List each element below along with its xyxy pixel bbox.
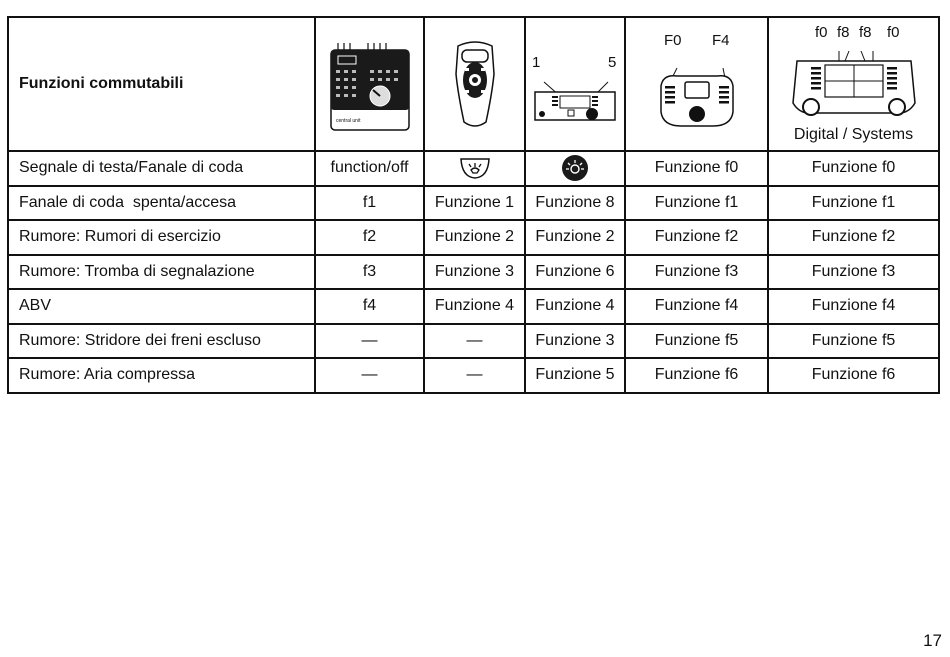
row-label: Rumore: Tromba di segnalazione <box>8 255 315 290</box>
table-cell: Funzione 2 <box>424 220 525 255</box>
table-cell: Funzione f6 <box>768 358 939 393</box>
table-cell: Funzione f5 <box>625 324 768 359</box>
mobile-station-remote-cell <box>424 17 525 151</box>
table-cell: Funzione 6 <box>525 255 625 290</box>
mobile-station-cell <box>625 17 768 151</box>
page-number: 17 <box>923 631 942 650</box>
table-cell: Funzione f3 <box>625 255 768 290</box>
row-label: Rumore: Stridore dei freni escluso <box>8 324 315 359</box>
table-cell: f4 <box>315 289 424 324</box>
table-row <box>8 186 939 221</box>
table-cell: Funzione f1 <box>768 186 939 221</box>
device-label: 5 <box>608 54 617 71</box>
device-label: f8 <box>837 24 850 41</box>
light-function-icon <box>458 155 492 181</box>
table-cell: f2 <box>315 220 424 255</box>
table-cell: Funzione f2 <box>768 220 939 255</box>
table-cell: Funzione 8 <box>525 186 625 221</box>
table-cell: — <box>315 324 424 359</box>
table-row <box>8 358 939 393</box>
table-cell: Funzione 2 <box>525 220 625 255</box>
svg-text:central unit: central unit <box>335 118 360 124</box>
central-unit-cell <box>315 17 424 151</box>
table-cell: f3 <box>315 255 424 290</box>
control-unit-icon <box>530 34 620 134</box>
table-cell: Funzione f3 <box>768 255 939 290</box>
mobile-station-remote-icon <box>450 34 500 134</box>
table-cell: function/off <box>315 151 424 186</box>
light-function-dark-icon <box>561 154 589 182</box>
central-unit-icon <box>328 34 412 134</box>
table-cell: Funzione f5 <box>768 324 939 359</box>
table-cell: — <box>315 358 424 393</box>
table-cell: Funzione 5 <box>525 358 625 393</box>
table-cell: Funzione f0 <box>768 151 939 186</box>
table-cell: Funzione f4 <box>625 289 768 324</box>
row-label: ABV <box>8 289 315 324</box>
table-cell: f1 <box>315 186 424 221</box>
table-cell <box>525 151 625 186</box>
table-row <box>8 289 939 324</box>
central-station-icon <box>789 27 919 123</box>
table-cell: Funzione f4 <box>768 289 939 324</box>
table-cell: — <box>424 358 525 393</box>
row-label: Fanale di coda spenta/accesa <box>8 186 315 221</box>
row-label: Rumore: Rumori di esercizio <box>8 220 315 255</box>
table-row <box>8 255 939 290</box>
table-row <box>8 324 939 359</box>
mobile-station-icon <box>647 34 747 134</box>
function-table <box>7 16 940 394</box>
table-cell: Funzione f6 <box>625 358 768 393</box>
table-cell: Funzione 1 <box>424 186 525 221</box>
table-cell: Funzione f0 <box>625 151 768 186</box>
table-cell: Funzione 4 <box>525 289 625 324</box>
header-title: Funzioni commutabili <box>8 17 315 151</box>
device-label: f0 <box>815 24 828 41</box>
device-caption: Digital / Systems <box>793 126 914 143</box>
table-row <box>8 151 939 186</box>
table-header-row <box>8 17 939 151</box>
table-cell: Funzione 3 <box>525 324 625 359</box>
row-label: Segnale di testa/Fanale di coda <box>8 151 315 186</box>
control-unit-cell <box>525 17 625 151</box>
table-cell: — <box>424 324 525 359</box>
device-label: f8 <box>859 24 872 41</box>
table-row <box>8 220 939 255</box>
table-cell: Funzione 4 <box>424 289 525 324</box>
central-station-cell <box>768 17 939 151</box>
device-label: F4 <box>712 32 730 49</box>
table-cell: Funzione f1 <box>625 186 768 221</box>
device-label: 1 <box>532 54 541 71</box>
table-cell: Funzione 3 <box>424 255 525 290</box>
table-cell <box>424 151 525 186</box>
device-label: F0 <box>664 32 682 49</box>
device-label: f0 <box>887 24 900 41</box>
table-cell: Funzione f2 <box>625 220 768 255</box>
row-label: Rumore: Aria compressa <box>8 358 315 393</box>
